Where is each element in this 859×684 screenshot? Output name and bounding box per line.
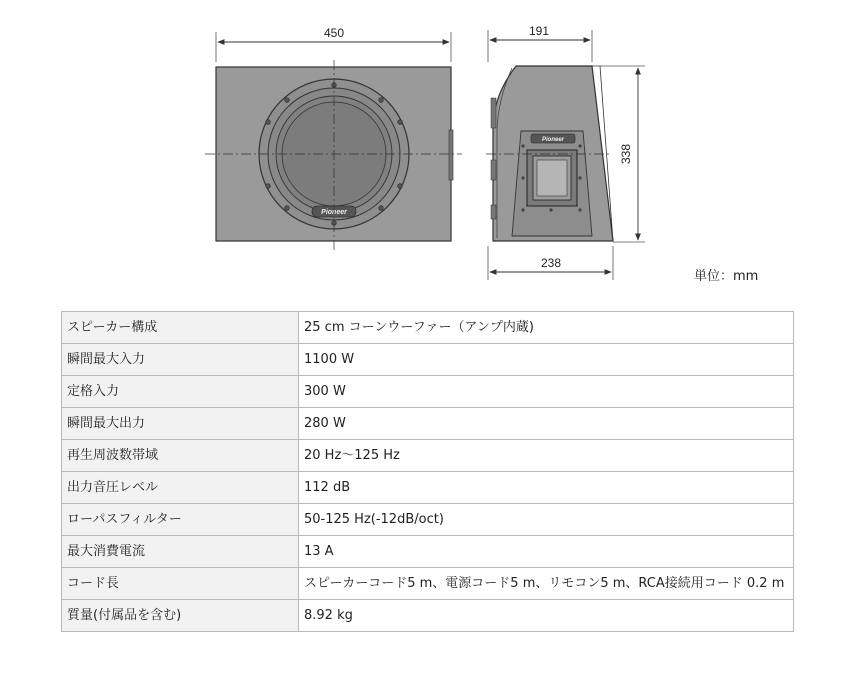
spec-row bbox=[62, 312, 794, 344]
front-view bbox=[205, 26, 462, 250]
spec-row bbox=[62, 344, 794, 376]
spec-value: 1100 W bbox=[299, 344, 794, 376]
dimension-drawing bbox=[0, 0, 859, 300]
front-width-label: 450 bbox=[323, 26, 345, 40]
unit-label: 単位：mm bbox=[694, 269, 759, 284]
spec-label: 再生周波数帯域 bbox=[62, 440, 299, 472]
spec-label: スピーカー構成 bbox=[62, 312, 299, 344]
spec-table bbox=[61, 311, 794, 632]
side-brand-text: Pioneer bbox=[541, 137, 565, 143]
spec-table-body bbox=[62, 312, 794, 632]
side-height-label: 338 bbox=[619, 143, 633, 165]
spec-value: 13 A bbox=[299, 536, 794, 568]
front-brand-text: Pioneer bbox=[321, 209, 347, 216]
spec-label: 最大消費電流 bbox=[62, 536, 299, 568]
side-top-depth-label: 191 bbox=[528, 24, 550, 38]
spec-row bbox=[62, 472, 794, 504]
spec-label: ローパスフィルター bbox=[62, 504, 299, 536]
spec-value: 50-125 Hz(-12dB/oct) bbox=[299, 504, 794, 536]
spec-label: 質量(付属品を含む) bbox=[62, 600, 299, 632]
spec-row bbox=[62, 536, 794, 568]
spec-value: 25 cm コーンウーファー（アンプ内蔵) bbox=[299, 312, 794, 344]
spec-row bbox=[62, 440, 794, 472]
spec-value: 280 W bbox=[299, 408, 794, 440]
spec-value: スピーカーコード5 m、電源コード5 m、リモコン5 m、RCA接続用コード 0.2 m bbox=[299, 568, 794, 600]
spec-value: 8.92 kg bbox=[299, 600, 794, 632]
spec-value: 112 dB bbox=[299, 472, 794, 504]
side-bottom-depth-label: 238 bbox=[540, 256, 562, 270]
spec-row bbox=[62, 408, 794, 440]
spec-label: 出力音圧レベル bbox=[62, 472, 299, 504]
spec-row bbox=[62, 600, 794, 632]
spec-label: 定格入力 bbox=[62, 376, 299, 408]
spec-value: 20 Hz～125 Hz bbox=[299, 440, 794, 472]
spec-label: 瞬間最大出力 bbox=[62, 408, 299, 440]
spec-row bbox=[62, 504, 794, 536]
spec-row bbox=[62, 568, 794, 600]
spec-value: 300 W bbox=[299, 376, 794, 408]
side-view bbox=[486, 24, 645, 280]
spec-row bbox=[62, 376, 794, 408]
spec-label: コード長 bbox=[62, 568, 299, 600]
spec-label: 瞬間最大入力 bbox=[62, 344, 299, 376]
